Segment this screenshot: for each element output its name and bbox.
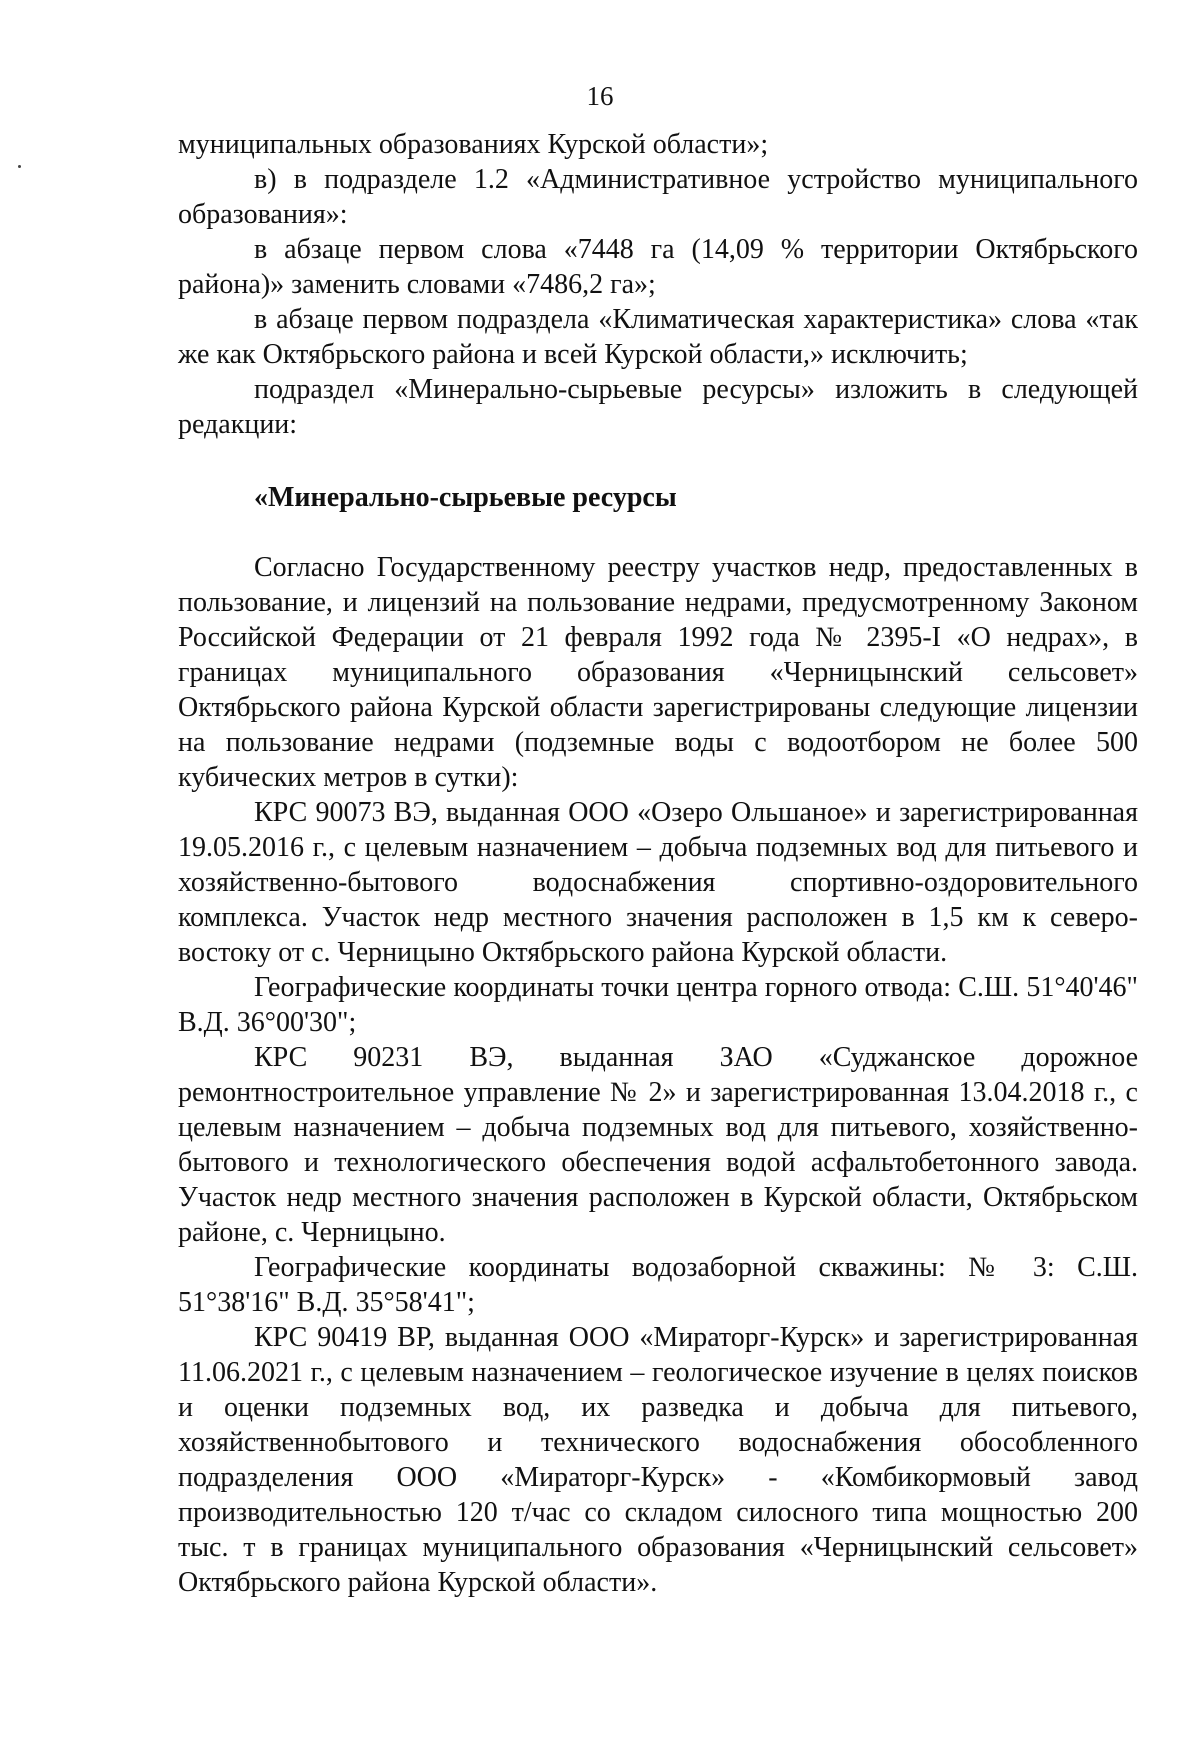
paragraph: КРС 90231 ВЭ, выданная ЗАО «Суджанское дорожное ремонтностроительное управление № 2» и зарегистрированная 13.04.2018 г., с целевым назначением – добыча подземных вод для питьевого, хозяйственно-бытового и технологического обеспечения водой асфальтобетонного завода. Участок недр местного значения расположен в Курской области, Октябрьском районе, с. Черницыно. xyxy=(178,1042,1138,1248)
paragraph: КРС 90073 ВЭ, выданная ООО «Озеро Ольшаное» и зарегистрированная 19.05.2016 г., с целевым назначением – добыча подземных вод для питьевого и хозяйственно-бытового водоснабжения спортивно-оздоровительного комплекса. Участок недр местного значения расположен в 1,5 км к северо-востоку от с. Черницыно Октябрьского района Курской области. xyxy=(178,797,1138,968)
section-heading: «Минерально-сырьевые ресурсы xyxy=(254,482,677,513)
paragraph: в абзаце первом слова «7448 га (14,09 % территории Октябрьского района)» заменить словами «7486,2 га»; xyxy=(178,234,1138,300)
paragraph: муниципальных образованиях Курской области»; xyxy=(178,129,769,160)
paragraph: в абзаце первом подраздела «Климатическая характеристика» слова «так же как Октябрьского района и всей Курской области,» исключить; xyxy=(178,304,1138,370)
document-body xyxy=(178,127,1138,1600)
paragraph: подраздел «Минерально-сырьевые ресурсы» изложить в следующей редакции: xyxy=(178,374,1138,440)
page-number: 16 xyxy=(586,81,614,111)
paragraph: Географические координаты водозаборной скважины: № 3: С.Ш. 51°38'16" В.Д. 35°58'41"; xyxy=(178,1252,1138,1318)
scan-speck xyxy=(18,165,21,168)
paragraph: Согласно Государственному реестру участков недр, предоставленных в пользование, и лицензий на пользование недрами, предусмотренному Законом Российской Федерации от 21 февраля 1992 года № 2395-I «О недрах», в границах муниципального образования «Черницынский сельсовет» Октябрьского района Курской области зарегистрированы следующие лицензии на пользование недрами (подземные воды с водоотбором не более 500 кубических метров в сутки): xyxy=(178,552,1138,793)
paragraph: Географические координаты точки центра горного отвода: С.Ш. 51°40'46" В.Д. 36°00'30"; xyxy=(178,972,1138,1038)
paragraph: в) в подразделе 1.2 «Административное устройство муниципального образования»: xyxy=(178,164,1138,230)
paragraph: КРС 90419 ВР, выданная ООО «Мираторг-Курск» и зарегистрированная 11.06.2021 г., с целевым назначением – геологическое изучение в целях поисков и оценки подземных вод, их разведка и добыча для питьевого, хозяйственнобытового и технического водоснабжения обособленного подразделения ООО «Мираторг-Курск» - «Комбикормовый завод производительностью 120 т/час со складом силосного типа мощностью 200 тыс. т в границах муниципального образования «Черницынский сельсовет» Октябрьского района Курской области». xyxy=(178,1322,1138,1598)
